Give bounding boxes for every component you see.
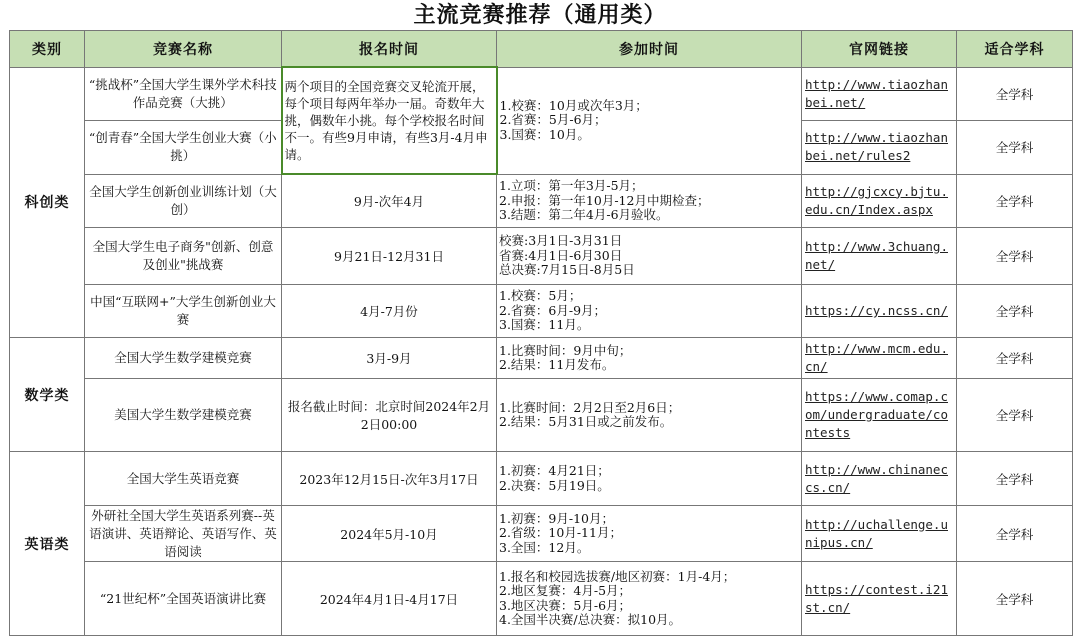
website-link[interactable]: https://www.comap.com/undergraduate/contests bbox=[805, 389, 948, 440]
signup-time: 3月-9月 bbox=[282, 338, 497, 379]
schedule-line: 2.省赛：6月-9月； bbox=[499, 302, 607, 318]
subject: 全学科 bbox=[957, 174, 1073, 228]
table-row bbox=[10, 506, 1073, 562]
schedule-line: 3.国赛：10月。 bbox=[499, 126, 590, 142]
header-signup: 报名时间 bbox=[282, 31, 497, 68]
schedule-line: 2.地区复赛：4月-5月； bbox=[499, 583, 632, 598]
website-link-cell bbox=[802, 228, 957, 285]
subject: 全学科 bbox=[957, 562, 1073, 636]
schedule-line: 3.结题：第二年4月-6月验收。 bbox=[499, 207, 669, 222]
schedule-line: 1.初赛：4月21日； bbox=[499, 463, 610, 478]
header-category: 类别 bbox=[10, 31, 85, 68]
schedule-line: 3.全国：12月。 bbox=[499, 539, 590, 555]
website-link[interactable]: http://uchallenge.unipus.cn/ bbox=[805, 516, 948, 550]
schedule bbox=[497, 452, 802, 506]
schedule-line: 1.比赛时间：9月中旬； bbox=[499, 342, 632, 358]
table-row bbox=[10, 562, 1073, 636]
signup-time: 报名截止时间：北京时间2024年2月2日00:00 bbox=[282, 379, 497, 452]
competition-name: 全国大学生创新创业训练计划（大创） bbox=[85, 174, 282, 228]
schedule-line: 2.结果：5月31日或之前发布。 bbox=[499, 414, 673, 429]
schedule bbox=[497, 562, 802, 636]
signup-time-merged: 两个项目的全国竞赛交叉轮流开展，每个项目每两年举办一届。奇数年大挑，偶数年小挑。每个学校报名时间不一。有些9月申请，有些3月-4月申请。 bbox=[282, 67, 497, 174]
signup-time: 4月-7月份 bbox=[282, 285, 497, 338]
header-row bbox=[10, 31, 1073, 68]
schedule-line: 1.立项：第一年3月-5月； bbox=[499, 178, 644, 193]
schedule bbox=[497, 506, 802, 562]
competition-name: 中国“互联网+”大学生创新创业大赛 bbox=[85, 285, 282, 338]
schedule-line: 1.初赛：9月-10月； bbox=[499, 510, 615, 526]
schedule bbox=[497, 228, 802, 285]
page-title: 主流竞赛推荐（通用类） bbox=[413, 2, 667, 28]
category-yingyu: 英语类 bbox=[10, 452, 85, 636]
website-link[interactable]: http://www.tiaozhanbei.net/rules2 bbox=[805, 130, 948, 163]
schedule-line: 2.结果：11月发布。 bbox=[499, 357, 615, 372]
table-row bbox=[10, 174, 1073, 228]
schedule-line: 2.申报：第一年10月-12月中期检查； bbox=[499, 192, 710, 208]
competition-name: 全国大学生英语竞赛 bbox=[85, 452, 282, 506]
signup-time: 2024年5月-10月 bbox=[282, 506, 497, 562]
schedule-line: 省赛:4月1日-6月30日 bbox=[499, 247, 623, 263]
website-link-cell bbox=[802, 285, 957, 338]
website-link-cell bbox=[802, 120, 957, 174]
website-link-cell bbox=[802, 67, 957, 120]
website-link[interactable]: http://gjcxcy.bjtu.edu.cn/Index.aspx bbox=[805, 183, 948, 217]
signup-time: 2024年4月1日-4月17日 bbox=[282, 562, 497, 636]
category-kechuang: 科创类 bbox=[10, 67, 85, 338]
schedule bbox=[497, 338, 802, 379]
website-link[interactable]: http://www.chinaneccs.cn/ bbox=[805, 461, 948, 495]
schedule-line: 1.校赛：10月或次年3月； bbox=[499, 97, 648, 113]
schedule-merged bbox=[497, 67, 802, 174]
schedule bbox=[497, 174, 802, 228]
schedule-line: 2.决赛：5月19日。 bbox=[499, 477, 610, 493]
schedule-line: 3.国赛：11月。 bbox=[499, 317, 590, 333]
schedule-line: 1.校赛：5月； bbox=[499, 288, 582, 304]
website-link-cell bbox=[802, 174, 957, 228]
subject: 全学科 bbox=[957, 285, 1073, 338]
table-row bbox=[10, 379, 1073, 452]
website-link[interactable]: http://www.tiaozhanbei.net/ bbox=[805, 76, 948, 110]
subject: 全学科 bbox=[957, 379, 1073, 452]
header-link: 官网链接 bbox=[802, 31, 957, 68]
schedule-line: 1.报名和校园选拔赛/地区初赛：1月-4月； bbox=[499, 568, 736, 584]
subject: 全学科 bbox=[957, 338, 1073, 379]
table-row bbox=[10, 452, 1073, 506]
website-link[interactable]: http://www.mcm.edu.cn/ bbox=[805, 341, 948, 374]
website-link-cell bbox=[802, 379, 957, 452]
table-row bbox=[10, 338, 1073, 379]
schedule-line: 3.地区决赛：5月-6月； bbox=[499, 597, 632, 613]
competition-name: 全国大学生数学建模竞赛 bbox=[85, 338, 282, 379]
schedule-line: 校赛:3月1日-3月31日 bbox=[499, 233, 623, 249]
category-shuxue: 数学类 bbox=[10, 338, 85, 452]
table-row bbox=[10, 228, 1073, 285]
schedule-line: 总决赛:7月15日-8月5日 bbox=[499, 262, 635, 278]
subject: 全学科 bbox=[957, 120, 1073, 174]
competition-name: 美国大学生数学建模竞赛 bbox=[85, 379, 282, 452]
header-subject: 适合学科 bbox=[957, 31, 1073, 68]
table-row bbox=[10, 67, 1073, 120]
schedule-line: 1.比赛时间：2月2日至2月6日； bbox=[499, 399, 681, 415]
schedule-line: 2.省级：10月-11月； bbox=[499, 525, 622, 541]
competition-name: “创青春”全国大学生创业大赛（小挑） bbox=[85, 120, 282, 174]
subject: 全学科 bbox=[957, 228, 1073, 285]
subject: 全学科 bbox=[957, 67, 1073, 120]
schedule-line: 2.省赛：5月-6月； bbox=[499, 112, 607, 128]
competition-table bbox=[9, 30, 1073, 636]
website-link[interactable]: https://cy.ncss.cn/ bbox=[805, 303, 948, 318]
website-link-cell bbox=[802, 506, 957, 562]
competition-name: “21世纪杯”全国英语演讲比赛 bbox=[85, 562, 282, 636]
competition-name: 全国大学生电子商务"创新、创意及创业"挑战赛 bbox=[85, 228, 282, 285]
signup-time: 9月21日-12月31日 bbox=[282, 228, 497, 285]
schedule bbox=[497, 285, 802, 338]
website-link-cell bbox=[802, 562, 957, 636]
website-link[interactable]: http://www.3chuang.net/ bbox=[805, 239, 948, 272]
website-link-cell bbox=[802, 338, 957, 379]
competition-name: “挑战杯”全国大学生课外学术科技作品竞赛（大挑） bbox=[85, 67, 282, 120]
subject: 全学科 bbox=[957, 452, 1073, 506]
signup-time: 2023年12月15日-次年3月17日 bbox=[282, 452, 497, 506]
header-name: 竞赛名称 bbox=[85, 31, 282, 68]
website-link-cell bbox=[802, 452, 957, 506]
header-schedule: 参加时间 bbox=[497, 31, 802, 68]
schedule-line: 4.全国半决赛/总决赛：拟10月。 bbox=[499, 612, 682, 627]
subject: 全学科 bbox=[957, 506, 1073, 562]
competition-name: 外研社全国大学生英语系列赛--英语演讲、英语辩论、英语写作、英语阅读 bbox=[85, 506, 282, 562]
signup-time: 9月-次年4月 bbox=[282, 174, 497, 228]
website-link[interactable]: https://contest.i21st.cn/ bbox=[805, 581, 948, 615]
table-row bbox=[10, 285, 1073, 338]
schedule bbox=[497, 379, 802, 452]
